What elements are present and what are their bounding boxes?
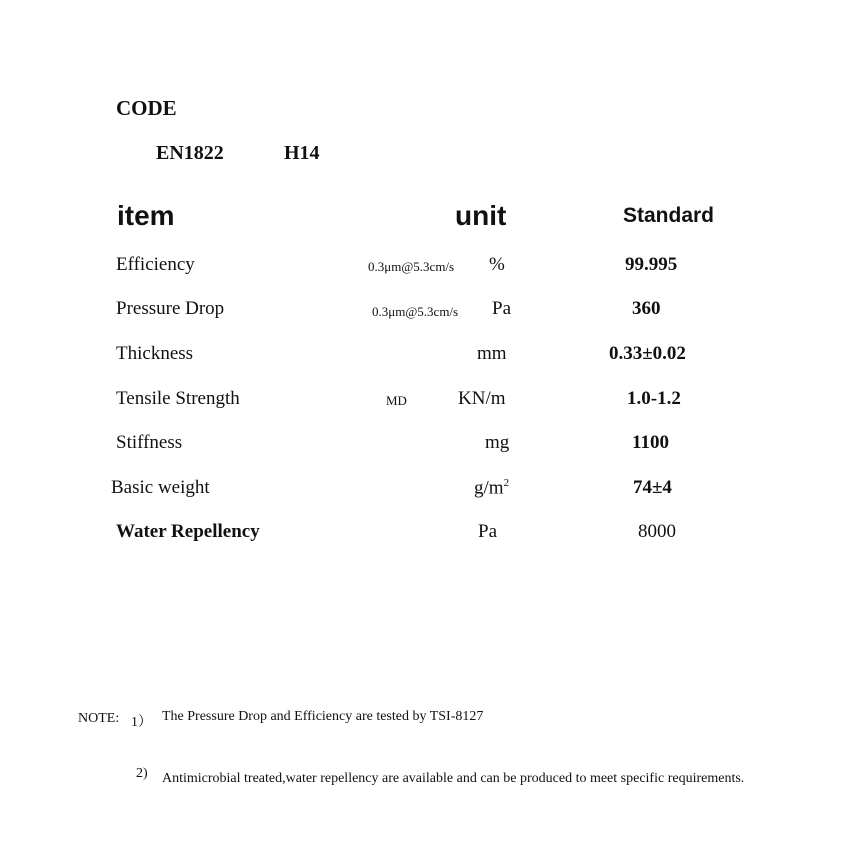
row-water-repellency-value: 8000: [638, 521, 676, 542]
row-thickness-unit: mm: [477, 343, 507, 364]
note-prefix: NOTE:: [78, 711, 120, 726]
row-pressure-drop-condition: 0.3μm@5.3cm/s: [372, 304, 459, 319]
row-basic-weight-unit-base: g/m: [474, 477, 504, 499]
row-basic-weight-label: Basic weight: [111, 477, 210, 498]
row-pressure-drop-value: 360: [632, 298, 661, 319]
note-2-text: Antimicrobial treated,water repellency are available and can be produced to meet specific requirements.: [162, 771, 745, 786]
row-basic-weight-unit: [474, 477, 509, 499]
row-thickness-value: 0.33±0.02: [609, 343, 686, 364]
row-pressure-drop-label: Pressure Drop: [116, 298, 225, 319]
row-efficiency-condition: 0.3μm@5.3cm/s: [368, 259, 455, 274]
row-stiffness-label: Stiffness: [116, 432, 183, 453]
code-title: CODE: [116, 96, 177, 120]
row-water-repellency-unit: Pa: [478, 521, 497, 542]
standard-code: EN1822: [156, 142, 224, 164]
row-efficiency-unit: %: [489, 254, 505, 275]
filter-grade: H14: [284, 142, 320, 164]
row-stiffness-value: 1100: [632, 432, 669, 453]
row-tensile-strength-condition: MD: [386, 393, 407, 408]
row-tensile-strength-value: 1.0-1.2: [627, 388, 681, 409]
note-2-number: 2): [136, 766, 148, 781]
row-efficiency-value: 99.995: [625, 254, 678, 275]
header-item: item: [117, 200, 175, 231]
row-stiffness-unit: mg: [485, 432, 510, 453]
note-1-text: The Pressure Drop and Efficiency are tested by TSI-8127: [162, 709, 484, 724]
row-tensile-strength-label: Tensile Strength: [116, 388, 240, 409]
note-1-number: 1）: [131, 715, 152, 730]
row-tensile-strength-unit: KN/m: [458, 388, 506, 409]
row-water-repellency-label: Water Repellency: [116, 521, 260, 542]
row-efficiency-label: Efficiency: [116, 254, 195, 275]
row-basic-weight-unit-exponent: 2: [503, 477, 510, 489]
row-basic-weight-value: 74±4: [633, 477, 672, 498]
header-standard: Standard: [623, 204, 715, 227]
row-pressure-drop-unit: Pa: [492, 298, 511, 319]
header-unit: unit: [455, 200, 507, 231]
row-thickness-label: Thickness: [116, 343, 194, 364]
